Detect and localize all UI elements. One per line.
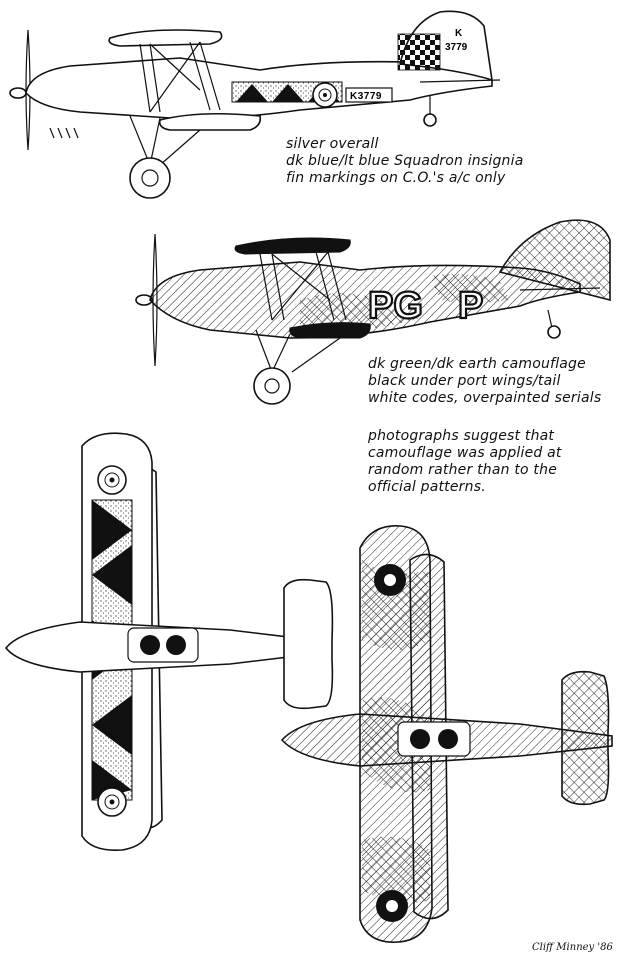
roundel-plan2-bottom-center	[386, 900, 398, 912]
roundel-plan-top	[98, 466, 126, 494]
fin-letter: K	[455, 28, 463, 39]
caption-note	[368, 428, 562, 496]
spinner-1	[10, 88, 26, 98]
lower-wing-1	[160, 114, 261, 130]
caption-camo-line-1: dk green/dk earth camouflage	[368, 356, 586, 372]
artist-signature: Cliff Minney '86	[532, 942, 613, 953]
caption-note-line-1: photographs suggest that	[368, 428, 555, 444]
tail-leg-2	[548, 310, 552, 328]
code-letters-left: PG	[368, 285, 423, 327]
caption-note-line-4: official patterns.	[368, 479, 486, 495]
caption-silver-line-1: silver overall	[286, 136, 379, 152]
plan-view-silver	[6, 433, 332, 850]
upper-wing-1	[109, 30, 222, 46]
plan-view-camouflage	[282, 526, 612, 942]
fuselage-serial: K3779	[350, 91, 382, 102]
caption-camo-line-3: white codes, overpainted serials	[368, 390, 602, 406]
caption-silver-line-2: dk blue/lt blue Squadron insignia	[286, 153, 524, 169]
roundel-side-1	[313, 83, 337, 107]
tailplane-plan-2	[562, 672, 609, 805]
exhaust-1	[50, 128, 78, 138]
caption-camouflage	[368, 356, 601, 407]
caption-silver	[286, 136, 524, 187]
main-wheel-hub-1	[142, 170, 158, 186]
cockpit-plan-1	[128, 628, 198, 662]
roundel-plan2-top-center	[384, 574, 396, 586]
tail-wheel-2	[548, 326, 560, 338]
caption-silver-line-3: fin markings on C.O.'s a/c only	[286, 170, 506, 186]
upper-wing-2	[235, 238, 350, 254]
main-wheel-hub-2	[265, 379, 279, 393]
caption-camo-line-2: black under port wings/tail	[368, 373, 561, 389]
caption-note-line-3: random rather than to the	[368, 462, 558, 478]
tailplane-plan-1	[284, 580, 332, 709]
code-letter-right: P	[458, 285, 484, 327]
cockpit-plan-2	[398, 722, 470, 756]
caption-note-line-2: camouflage was applied at	[368, 445, 562, 461]
roundel-plan-bottom	[98, 788, 126, 816]
fin-checkerboard	[398, 34, 440, 70]
tail-wheel-1	[424, 114, 436, 126]
fin-serial: 3779	[445, 42, 468, 53]
